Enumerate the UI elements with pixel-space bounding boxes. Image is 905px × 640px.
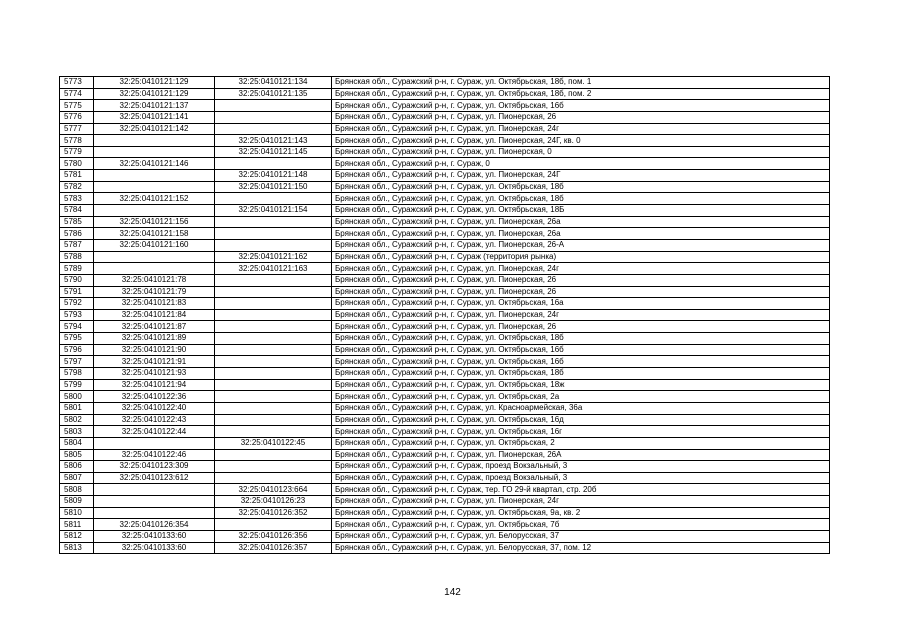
building-cadastral-number-cell: 32:25:0410121:148 xyxy=(215,170,332,182)
row-number-cell: 5800 xyxy=(60,391,94,403)
building-cadastral-number-cell: 32:25:0410121:163 xyxy=(215,263,332,275)
row-number-cell: 5781 xyxy=(60,170,94,182)
row-number-cell: 5780 xyxy=(60,158,94,170)
row-number-cell: 5811 xyxy=(60,519,94,531)
land-cadastral-number-cell: 32:25:0410121:156 xyxy=(94,216,215,228)
row-number-cell: 5810 xyxy=(60,507,94,519)
address-cell: Брянская обл., Суражский р-н, г. Сураж, ул. Пионерская, 26 xyxy=(332,286,830,298)
row-number-cell: 5802 xyxy=(60,414,94,426)
land-cadastral-number-cell: 32:25:0410121:87 xyxy=(94,321,215,333)
row-number-cell: 5784 xyxy=(60,205,94,217)
address-cell: Брянская обл., Суражский р-н, г. Сураж, ул. Пионерская, 24Г, кв. 0 xyxy=(332,135,830,147)
address-cell: Брянская обл., Суражский р-н, г. Сураж, ул. Пионерская, 26-А xyxy=(332,239,830,251)
row-number-cell: 5794 xyxy=(60,321,94,333)
row-number-cell: 5807 xyxy=(60,472,94,484)
land-cadastral-number-cell: 32:25:0410122:43 xyxy=(94,414,215,426)
table-row xyxy=(60,181,830,193)
row-number-cell: 5806 xyxy=(60,461,94,473)
row-number-cell: 5809 xyxy=(60,496,94,508)
building-cadastral-number-cell xyxy=(215,158,332,170)
land-cadastral-number-cell xyxy=(94,484,215,496)
land-cadastral-number-cell xyxy=(94,251,215,263)
land-cadastral-number-cell: 32:25:0410122:40 xyxy=(94,402,215,414)
table-row xyxy=(60,251,830,263)
table-row xyxy=(60,158,830,170)
address-cell: Брянская обл., Суражский р-н, г. Сураж, ул. Пионерская, 24г xyxy=(332,496,830,508)
table-row xyxy=(60,437,830,449)
building-cadastral-number-cell xyxy=(215,228,332,240)
address-cell: Брянская обл., Суражский р-н, г. Сураж, ул. Октябрьская, 18Б xyxy=(332,205,830,217)
row-number-cell: 5808 xyxy=(60,484,94,496)
table-row xyxy=(60,100,830,112)
address-cell: Брянская обл., Суражский р-н, г. Сураж, ул. Белорусская, 37, пом. 12 xyxy=(332,542,830,554)
land-cadastral-number-cell: 32:25:0410121:84 xyxy=(94,309,215,321)
building-cadastral-number-cell: 32:25:0410126:352 xyxy=(215,507,332,519)
address-cell: Брянская обл., Суражский р-н, г. Сураж, ул. Октябрьская, 7б xyxy=(332,519,830,531)
building-cadastral-number-cell xyxy=(215,286,332,298)
table-row xyxy=(60,274,830,286)
row-number-cell: 5795 xyxy=(60,333,94,345)
building-cadastral-number-cell xyxy=(215,391,332,403)
row-number-cell: 5790 xyxy=(60,274,94,286)
building-cadastral-number-cell xyxy=(215,239,332,251)
address-cell: Брянская обл., Суражский р-н, г. Сураж, ул. Октябрьская, 9а, кв. 2 xyxy=(332,507,830,519)
building-cadastral-number-cell xyxy=(215,123,332,135)
building-cadastral-number-cell xyxy=(215,344,332,356)
building-cadastral-number-cell xyxy=(215,216,332,228)
table-row xyxy=(60,472,830,484)
address-cell: Брянская обл., Суражский р-н, г. Сураж, ул. Пионерская, 26а xyxy=(332,228,830,240)
address-cell: Брянская обл., Суражский р-н, г. Сураж, ул. Октябрьская, 2а xyxy=(332,391,830,403)
land-cadastral-number-cell: 32:25:0410122:46 xyxy=(94,449,215,461)
registry-table-container xyxy=(59,76,829,554)
building-cadastral-number-cell xyxy=(215,356,332,368)
land-cadastral-number-cell: 32:25:0410121:93 xyxy=(94,368,215,380)
land-cadastral-number-cell: 32:25:0410126:354 xyxy=(94,519,215,531)
address-cell: Брянская обл., Суражский р-н, г. Сураж, ул. Пионерская, 26 xyxy=(332,321,830,333)
address-cell: Брянская обл., Суражский р-н, г. Сураж, ул. Октябрьская, 18б, пом. 2 xyxy=(332,88,830,100)
address-cell: Брянская обл., Суражский р-н, г. Сураж, ул. Октябрьская, 2 xyxy=(332,437,830,449)
table-row xyxy=(60,263,830,275)
land-cadastral-number-cell xyxy=(94,170,215,182)
row-number-cell: 5798 xyxy=(60,368,94,380)
address-cell: Брянская обл., Суражский р-н, г. Сураж, ул. Октябрьская, 18б xyxy=(332,193,830,205)
row-number-cell: 5775 xyxy=(60,100,94,112)
building-cadastral-number-cell xyxy=(215,321,332,333)
table-row xyxy=(60,402,830,414)
table-row xyxy=(60,449,830,461)
land-cadastral-number-cell: 32:25:0410121:83 xyxy=(94,298,215,310)
table-row xyxy=(60,379,830,391)
land-cadastral-number-cell: 32:25:0410121:158 xyxy=(94,228,215,240)
row-number-cell: 5797 xyxy=(60,356,94,368)
address-cell: Брянская обл., Суражский р-н, г. Сураж, ул. Октябрьская, 16б xyxy=(332,344,830,356)
row-number-cell: 5782 xyxy=(60,181,94,193)
registry-table xyxy=(59,76,830,554)
row-number-cell: 5813 xyxy=(60,542,94,554)
table-row xyxy=(60,111,830,123)
table-row xyxy=(60,286,830,298)
building-cadastral-number-cell: 32:25:0410121:150 xyxy=(215,181,332,193)
row-number-cell: 5773 xyxy=(60,77,94,89)
table-row xyxy=(60,321,830,333)
row-number-cell: 5804 xyxy=(60,437,94,449)
address-cell: Брянская обл., Суражский р-н, г. Сураж, ул. Октябрьская, 16а xyxy=(332,298,830,310)
building-cadastral-number-cell: 32:25:0410126:357 xyxy=(215,542,332,554)
row-number-cell: 5785 xyxy=(60,216,94,228)
building-cadastral-number-cell: 32:25:0410123:664 xyxy=(215,484,332,496)
table-row xyxy=(60,356,830,368)
land-cadastral-number-cell: 32:25:0410121:129 xyxy=(94,88,215,100)
address-cell: Брянская обл., Суражский р-н, г. Сураж, тер. ГО 29-й квартал, стр. 20б xyxy=(332,484,830,496)
land-cadastral-number-cell: 32:25:0410121:129 xyxy=(94,77,215,89)
building-cadastral-number-cell xyxy=(215,402,332,414)
address-cell: Брянская обл., Суражский р-н, г. Сураж, ул. Октябрьская, 16б xyxy=(332,100,830,112)
address-cell: Брянская обл., Суражский р-н, г. Сураж, проезд Вокзальный, 3 xyxy=(332,472,830,484)
table-row xyxy=(60,77,830,89)
building-cadastral-number-cell: 32:25:0410122:45 xyxy=(215,437,332,449)
row-number-cell: 5786 xyxy=(60,228,94,240)
address-cell: Брянская обл., Суражский р-н, г. Сураж, ул. Октябрьская, 18б xyxy=(332,333,830,345)
building-cadastral-number-cell xyxy=(215,100,332,112)
building-cadastral-number-cell: 32:25:0410121:145 xyxy=(215,146,332,158)
land-cadastral-number-cell: 32:25:0410121:78 xyxy=(94,274,215,286)
address-cell: Брянская обл., Суражский р-н, г. Сураж, ул. Октябрьская, 18б, пом. 1 xyxy=(332,77,830,89)
land-cadastral-number-cell: 32:25:0410121:146 xyxy=(94,158,215,170)
building-cadastral-number-cell xyxy=(215,193,332,205)
building-cadastral-number-cell xyxy=(215,368,332,380)
table-row xyxy=(60,298,830,310)
table-row xyxy=(60,228,830,240)
building-cadastral-number-cell xyxy=(215,426,332,438)
table-row xyxy=(60,170,830,182)
address-cell: Брянская обл., Суражский р-н, г. Сураж, ул. Октябрьская, 16д xyxy=(332,414,830,426)
building-cadastral-number-cell xyxy=(215,414,332,426)
table-row xyxy=(60,135,830,147)
table-row xyxy=(60,309,830,321)
building-cadastral-number-cell: 32:25:0410121:154 xyxy=(215,205,332,217)
land-cadastral-number-cell xyxy=(94,146,215,158)
building-cadastral-number-cell xyxy=(215,472,332,484)
land-cadastral-number-cell xyxy=(94,437,215,449)
land-cadastral-number-cell: 32:25:0410121:152 xyxy=(94,193,215,205)
table-row xyxy=(60,391,830,403)
row-number-cell: 5796 xyxy=(60,344,94,356)
land-cadastral-number-cell: 32:25:0410133:60 xyxy=(94,542,215,554)
address-cell: Брянская обл., Суражский р-н, г. Сураж, ул. Октябрьская, 18б xyxy=(332,181,830,193)
building-cadastral-number-cell xyxy=(215,298,332,310)
land-cadastral-number-cell: 32:25:0410121:90 xyxy=(94,344,215,356)
land-cadastral-number-cell: 32:25:0410121:89 xyxy=(94,333,215,345)
table-row xyxy=(60,123,830,135)
address-cell: Брянская обл., Суражский р-н, г. Сураж, ул. Красноармейская, 36а xyxy=(332,402,830,414)
table-row xyxy=(60,426,830,438)
row-number-cell: 5774 xyxy=(60,88,94,100)
address-cell: Брянская обл., Суражский р-н, г. Сураж, ул. Октябрьская, 18б xyxy=(332,368,830,380)
land-cadastral-number-cell: 32:25:0410121:160 xyxy=(94,239,215,251)
land-cadastral-number-cell: 32:25:0410122:36 xyxy=(94,391,215,403)
table-row xyxy=(60,368,830,380)
building-cadastral-number-cell: 32:25:0410121:162 xyxy=(215,251,332,263)
land-cadastral-number-cell: 32:25:0410121:94 xyxy=(94,379,215,391)
table-row xyxy=(60,461,830,473)
row-number-cell: 5791 xyxy=(60,286,94,298)
table-row xyxy=(60,414,830,426)
address-cell: Брянская обл., Суражский р-н, г. Сураж, ул. Пионерская, 26а xyxy=(332,216,830,228)
address-cell: Брянская обл., Суражский р-н, г. Сураж (территория рынка) xyxy=(332,251,830,263)
row-number-cell: 5803 xyxy=(60,426,94,438)
page-number: 142 xyxy=(444,587,461,598)
building-cadastral-number-cell xyxy=(215,461,332,473)
building-cadastral-number-cell xyxy=(215,111,332,123)
table-row xyxy=(60,507,830,519)
building-cadastral-number-cell xyxy=(215,333,332,345)
row-number-cell: 5805 xyxy=(60,449,94,461)
address-cell: Брянская обл., Суражский р-н, г. Сураж, ул. Пионерская, 24Г xyxy=(332,170,830,182)
table-row xyxy=(60,344,830,356)
row-number-cell: 5778 xyxy=(60,135,94,147)
land-cadastral-number-cell: 32:25:0410122:44 xyxy=(94,426,215,438)
building-cadastral-number-cell: 32:25:0410121:134 xyxy=(215,77,332,89)
table-row xyxy=(60,530,830,542)
land-cadastral-number-cell: 32:25:0410121:79 xyxy=(94,286,215,298)
table-row xyxy=(60,519,830,531)
address-cell: Брянская обл., Суражский р-н, г. Сураж, ул. Пионерская, 26А xyxy=(332,449,830,461)
land-cadastral-number-cell: 32:25:0410121:91 xyxy=(94,356,215,368)
land-cadastral-number-cell xyxy=(94,135,215,147)
building-cadastral-number-cell xyxy=(215,519,332,531)
row-number-cell: 5776 xyxy=(60,111,94,123)
row-number-cell: 5783 xyxy=(60,193,94,205)
table-row xyxy=(60,205,830,217)
table-row xyxy=(60,216,830,228)
land-cadastral-number-cell: 32:25:0410121:137 xyxy=(94,100,215,112)
row-number-cell: 5788 xyxy=(60,251,94,263)
building-cadastral-number-cell: 32:25:0410126:23 xyxy=(215,496,332,508)
land-cadastral-number-cell xyxy=(94,263,215,275)
address-cell: Брянская обл., Суражский р-н, г. Сураж, ул. Пионерская, 26 xyxy=(332,111,830,123)
building-cadastral-number-cell: 32:25:0410121:143 xyxy=(215,135,332,147)
row-number-cell: 5789 xyxy=(60,263,94,275)
land-cadastral-number-cell: 32:25:0410121:142 xyxy=(94,123,215,135)
land-cadastral-number-cell xyxy=(94,496,215,508)
table-row xyxy=(60,496,830,508)
table-row xyxy=(60,542,830,554)
land-cadastral-number-cell: 32:25:0410121:141 xyxy=(94,111,215,123)
address-cell: Брянская обл., Суражский р-н, г. Сураж, проезд Вокзальный, 3 xyxy=(332,461,830,473)
row-number-cell: 5777 xyxy=(60,123,94,135)
table-row xyxy=(60,484,830,496)
building-cadastral-number-cell: 32:25:0410121:135 xyxy=(215,88,332,100)
row-number-cell: 5793 xyxy=(60,309,94,321)
address-cell: Брянская обл., Суражский р-н, г. Сураж, ул. Белорусская, 37 xyxy=(332,530,830,542)
table-row xyxy=(60,193,830,205)
building-cadastral-number-cell xyxy=(215,379,332,391)
table-row xyxy=(60,88,830,100)
address-cell: Брянская обл., Суражский р-н, г. Сураж, ул. Пионерская, 24г xyxy=(332,123,830,135)
address-cell: Брянская обл., Суражский р-н, г. Сураж, ул. Октябрьская, 16г xyxy=(332,426,830,438)
land-cadastral-number-cell: 32:25:0410133:60 xyxy=(94,530,215,542)
row-number-cell: 5787 xyxy=(60,239,94,251)
registry-table-body xyxy=(60,77,830,554)
table-row xyxy=(60,333,830,345)
row-number-cell: 5799 xyxy=(60,379,94,391)
land-cadastral-number-cell: 32:25:0410123:309 xyxy=(94,461,215,473)
address-cell: Брянская обл., Суражский р-н, г. Сураж, ул. Пионерская, 24г xyxy=(332,263,830,275)
building-cadastral-number-cell xyxy=(215,309,332,321)
row-number-cell: 5792 xyxy=(60,298,94,310)
address-cell: Брянская обл., Суражский р-н, г. Сураж, ул. Пионерская, 0 xyxy=(332,146,830,158)
building-cadastral-number-cell: 32:25:0410126:356 xyxy=(215,530,332,542)
building-cadastral-number-cell xyxy=(215,274,332,286)
building-cadastral-number-cell xyxy=(215,449,332,461)
row-number-cell: 5812 xyxy=(60,530,94,542)
address-cell: Брянская обл., Суражский р-н, г. Сураж, ул. Пионерская, 26 xyxy=(332,274,830,286)
land-cadastral-number-cell: 32:25:0410123:612 xyxy=(94,472,215,484)
address-cell: Брянская обл., Суражский р-н, г. Сураж, ул. Октябрьская, 18ж xyxy=(332,379,830,391)
land-cadastral-number-cell xyxy=(94,181,215,193)
row-number-cell: 5779 xyxy=(60,146,94,158)
row-number-cell: 5801 xyxy=(60,402,94,414)
table-row xyxy=(60,146,830,158)
address-cell: Брянская обл., Суражский р-н, г. Сураж, ул. Пионерская, 24г xyxy=(332,309,830,321)
address-cell: Брянская обл., Суражский р-н, г. Сураж, ул. Октябрьская, 16б xyxy=(332,356,830,368)
table-row xyxy=(60,239,830,251)
land-cadastral-number-cell xyxy=(94,507,215,519)
address-cell: Брянская обл., Суражский р-н, г. Сураж, 0 xyxy=(332,158,830,170)
land-cadastral-number-cell xyxy=(94,205,215,217)
